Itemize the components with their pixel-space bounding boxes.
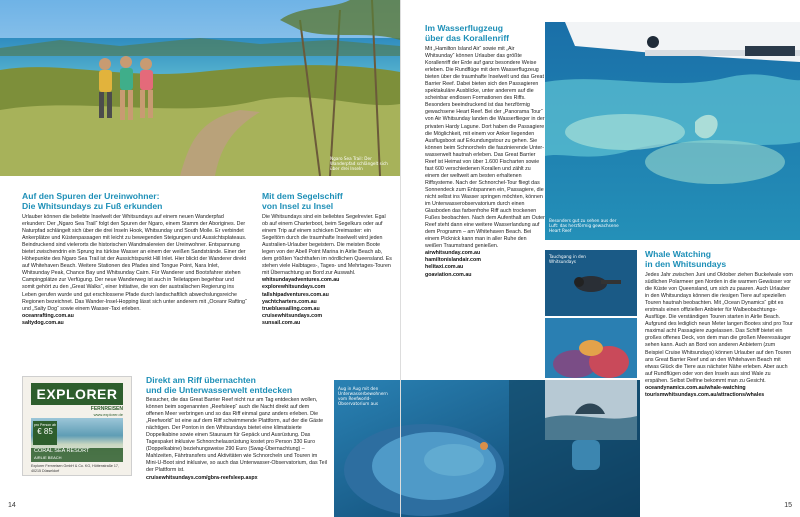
link-oceanrafting[interactable]: oceanrafting.com.au — [22, 312, 74, 319]
ad-resort-place: AIRLIE BEACH — [34, 455, 62, 460]
ad-url[interactable]: www.explorer.de — [93, 412, 123, 417]
section-title-segelschiff — [262, 192, 392, 211]
link-oceandynamics[interactable]: oceandynamics.com.au/whale-watching — [645, 384, 746, 391]
whale-illustration — [545, 380, 637, 440]
section-body-wasserflugzeug — [425, 46, 545, 279]
ad-resort-name: CORAL SEA RESORT — [34, 448, 90, 454]
title-line-2: über das Korallenriff — [425, 32, 510, 43]
link-whitsundayadventures[interactable]: whitsundayadventures.com.au — [262, 277, 340, 284]
section-body-reefsleep — [146, 397, 328, 482]
page-number-right: 15 — [784, 502, 792, 509]
whale-photo — [545, 380, 637, 440]
title-line-2: und die Unterwasserwelt entdecken — [146, 384, 293, 395]
section-title-wasserflugzeug — [425, 24, 545, 43]
right-page — [400, 0, 800, 517]
title-line-2: in den Whitsundays — [645, 258, 727, 269]
section-body-ureinwohner — [22, 214, 248, 327]
fish-caption: Aug in Aug mit den Unterwasserbewohnern vom Reefworld-Observatorium aus — [338, 386, 388, 406]
body-text: Die Whitsundays sind ein beliebtes Segelrevier. Egal ob auf einem Charterboot, beim Segelkurs oder auf einem Trip auf einem schicken Dreimaster: ein Segeltörn durch die traumhafte Inselwelt wird jeden Australien-Urlauber begeistern. Die meisten Boote legen von der Abell Point Marina in Airlie Beach ab, dem größten Yachthafen im nördlichen Queensland. Es stehen viele Halbtages-, Tages- und Mehrtages-Touren mit Übernachtung an Bord zur Auswahl. — [262, 214, 392, 277]
section-body-whale-watching — [645, 272, 795, 399]
hikers-illustration — [0, 0, 400, 176]
diver-photo — [545, 250, 637, 316]
section-title-whale-watching — [645, 250, 795, 269]
link-tourismwhitsundays[interactable]: tourismwhitsundays.com.au/attractions/whales — [645, 391, 765, 398]
coral-photo — [545, 318, 637, 378]
title-line-1: Mit dem Segelschiff — [262, 191, 343, 201]
body-text: Besucher, die das Great Barrier Reef nicht nur am Tag entdecken wollen, können beim sogenannten „Reefsleep“ auch die Nacht direkt auf dem offenen Meer verbringen und so das Riff einmal ganz anders erleben. Die „Reefworld“ ist eine auf dem Riff schwimmende Plattform, auf der die Gäste nächtigen. Der Ponton in den Whitsundays bietet eine klimatisierte Doppelkabine sowie einen Stauraum für Gepäck und Ausrüstung. Das Tagespaket inklusive Schnorchelausrüstung kostet pro Person 330 Euro (Doppelkabine) beziehungsweise 290 Euro (Swag-Übernachtung) – Mahlzeiten, Fährtransfers und Aktivitäten wie Schnorcheln und Touren im Mini-U-Boot sind inklusive, so auch das Unterwasser-Observatorium, das Teil der Plattform ist. — [146, 397, 327, 474]
body-text: Urlauber können die beliebte Inselwelt der Whitsundays auf einem neuen Wanderpfad erkunden: Der „Ngaro Sea Trail“ folgt den Spuren der Ngaro, einem Stamm der Aborigines. Der Naturpfad schlängelt sich über die drei Inseln Hook, Whitsunday und South Molle. Er verbindet Ankerplätze und Küstenpassagen mit leicht zu bewegenden Steigungen und Aussichtsplateaus. Beindruckend sind vielerorts die historischen Wandmalereien der Ureinwohner. Entspannung bietet zwischendrin ein Sprung ins türkise Wasser an einem der weißen Sandstrände. Einer der Höhepunkte des Ngaro Sea Trail ist der Aussichtspunkt Hill Inlet. Hier blickt der Wanderer direkt auf Whitehaven Beach. Weitere Stationen des Pfades sind Tongue Point, Nara Inlet, Whitsunday Peak, Chance Bay und Whitsunday Cairn. Für Wanderer und Bootsfahrer stehen Campingplätze zur Verfügung. Der neue Wanderweg ist auch in Teiletappen begehbar und somit gehört zu den „Great Walks“, einer Initiative, die von der australischen Regierung ins Leben gerufen wurde und gut erschlossene Pfade durch landschaftlich abwechslungsreiche Regionen bezeichnet. Das Wander-Insel-Hopping lässt sich unter anderem mit „Oceanr Rafting“ und „Salty Dog“ sowie einem Wasser-Taxi erleben. — [22, 214, 247, 312]
diver-caption: Tauchgang in den Whitsundays — [549, 254, 586, 264]
seaplane-reef-photo — [545, 22, 800, 240]
hero-caption: Ngaro Sea Trail: Der Wanderpfad schlängelt sich über drei Inseln — [330, 156, 388, 171]
title-line-1: Auf den Spuren der Ureinwohner: — [22, 191, 160, 201]
section-title-ureinwohner — [22, 192, 252, 211]
reef-aerial-illustration — [545, 22, 800, 240]
link-cruisewhitsundays[interactable]: cruisewhitsundays.com — [262, 312, 323, 319]
link-saltydog[interactable]: saltydog.com.au — [22, 319, 64, 326]
title-line-1: Im Wasserflugzeug — [425, 23, 503, 33]
link-tallshipadventures[interactable]: tallshipadventures.com.au — [262, 291, 329, 298]
hero-hikers-photo — [0, 0, 400, 176]
link-airwhitsunday[interactable]: airwhitsunday.com.au — [425, 250, 481, 257]
page-number-left: 14 — [8, 502, 16, 509]
title-line-2: von Insel zu Insel — [262, 200, 334, 211]
title-line-2: Die Whitsundays zu Fuß erkunden — [22, 200, 163, 211]
link-reefsleep[interactable]: cruisewhitsundays.com/gbra-reefsleep.aspx — [146, 474, 258, 481]
explorer-advert[interactable] — [22, 376, 132, 476]
link-hamiltonislandair[interactable]: hamiltonislandair.com — [425, 257, 481, 264]
title-line-1: Direkt am Riff übernachten — [146, 375, 256, 385]
title-line-1: Whale Watching — [645, 249, 712, 259]
link-yachtcharters[interactable]: yachtcharters.com.au — [262, 298, 317, 305]
ad-price-badge — [33, 421, 57, 445]
coral-illustration — [545, 318, 637, 378]
ad-address: Explorer Fernreisen GmbH & Co. KG, Hüttenstraße 17, 40215 Düsseldorf — [31, 464, 119, 473]
ad-price-note: pro Person ab — [34, 423, 56, 427]
ad-subtitle: FERNREISEN — [90, 406, 123, 412]
link-goaviation[interactable]: goaviation.com.au — [425, 271, 472, 278]
plane-caption: Besonders gut zu sehen aus der Luft: das herzförmig gewachsene Heart Reef — [549, 218, 619, 233]
link-truebluesailing[interactable]: truebluesailing.com.au — [262, 305, 320, 312]
link-explorewhitsundays[interactable]: explorewhitsundays.com — [262, 284, 326, 291]
section-body-segelschiff — [262, 214, 392, 327]
link-helitaxi[interactable]: helitaxi.com.au — [425, 264, 464, 271]
ad-price-value: € 85 — [37, 427, 53, 436]
link-sunsail[interactable]: sunsail.com.au — [262, 319, 301, 326]
body-text: Mit „Hamilton Island Air“ sowie mit „Air Whitsunday“ können Urlauber das größte Korallenriff der Erde auf ganz besondere Weise erleben. Die Rundflüge mit dem Wasserflugzeug bieten über die traumhafte Inselwelt und das Great Barrier Reef. Dabei bieten sich den Passagieren spektakuläre Ausblicke, unter anderem auf die scheinbar endlosen Formationen des Riffs. Besonders beeindruckend ist das herzförmig gewachsene Heart Reef. Bei der „Panorama Tour“ von Air Whitsunday landen die Wasserflieger in der privaten Hardy Lagune. Dort haben die Passagiere die Möglichkeit, mit einem vor Anker liegenden Ausflugsboot auf Erkundungstour zu gehen. Sie können beim Schnorcheln die faszinierende Unterwasserwelt hautnah erleben. Das Great Barrier Reef ist Heimat von über 1.600 Fischarten sowie fast 600 verschiedenen Korallen und zählt zu einem der weltweit am besten erhaltenen Riffsysteme. Nach der Schnorchel-Tour fliegt das Sonnendeck zum Entspannen ein, Passagiere, die nicht selbst ins Wasser springen möchten, können im Unterwasserobservatorium durch einen Glasboden das farbenfrohe Riff auch trockenen Fußes beobachten. Nach dem Aufenthalt am Outer Reef steht dann eine weitere Wasserlandung auf dem Programm – am Whitehaven Beach. Bei einem Picknick kann man in aller Ruhe den weißen Traumstrand genießen. — [425, 46, 545, 250]
ad-resort-banner — [31, 448, 123, 462]
ad-logo: EXPLORER — [31, 383, 123, 405]
body-text: Jedes Jahr zwischen Juni und Oktober ziehen Buckelwale vom südlichen Polarmeer gen Norden in die warmen Gewässer vor die Küste von Queensland, um sich zu paaren. Auch Urlauber in den Whitsundays können die riesigen Tiere auf speziellen Touren hautnah beobachten. Mit „Ocean Dynamics“ gibt es erstmals einen offiziellen Anbieter für Walbeobachtungs-Ausflüge. Die verständigen Touren starten in Airlie Beach. Aufgrund des lediglich neun Meter langen Bootes sind pro Tour maximal acht Passagiere zugelassen. Das Schiff bietet ein großes offenes Deck, von dem man die großen Meeressäuger sehen kann. Auch an Bord von anderen Anbietern (zum Beispiel Cruise Whitsundays) können Urlauber auf den Touren ans Great Barrier Reef und an den Whitehaven Beach mit etwas Glück die Tiere aus nächster Nähe erleben. Aber auch auf Rundflügen oder von den Inseln aus sind Wale zu erspähen. Selbst Delfine bekommt man zu Gesicht. — [645, 272, 793, 384]
